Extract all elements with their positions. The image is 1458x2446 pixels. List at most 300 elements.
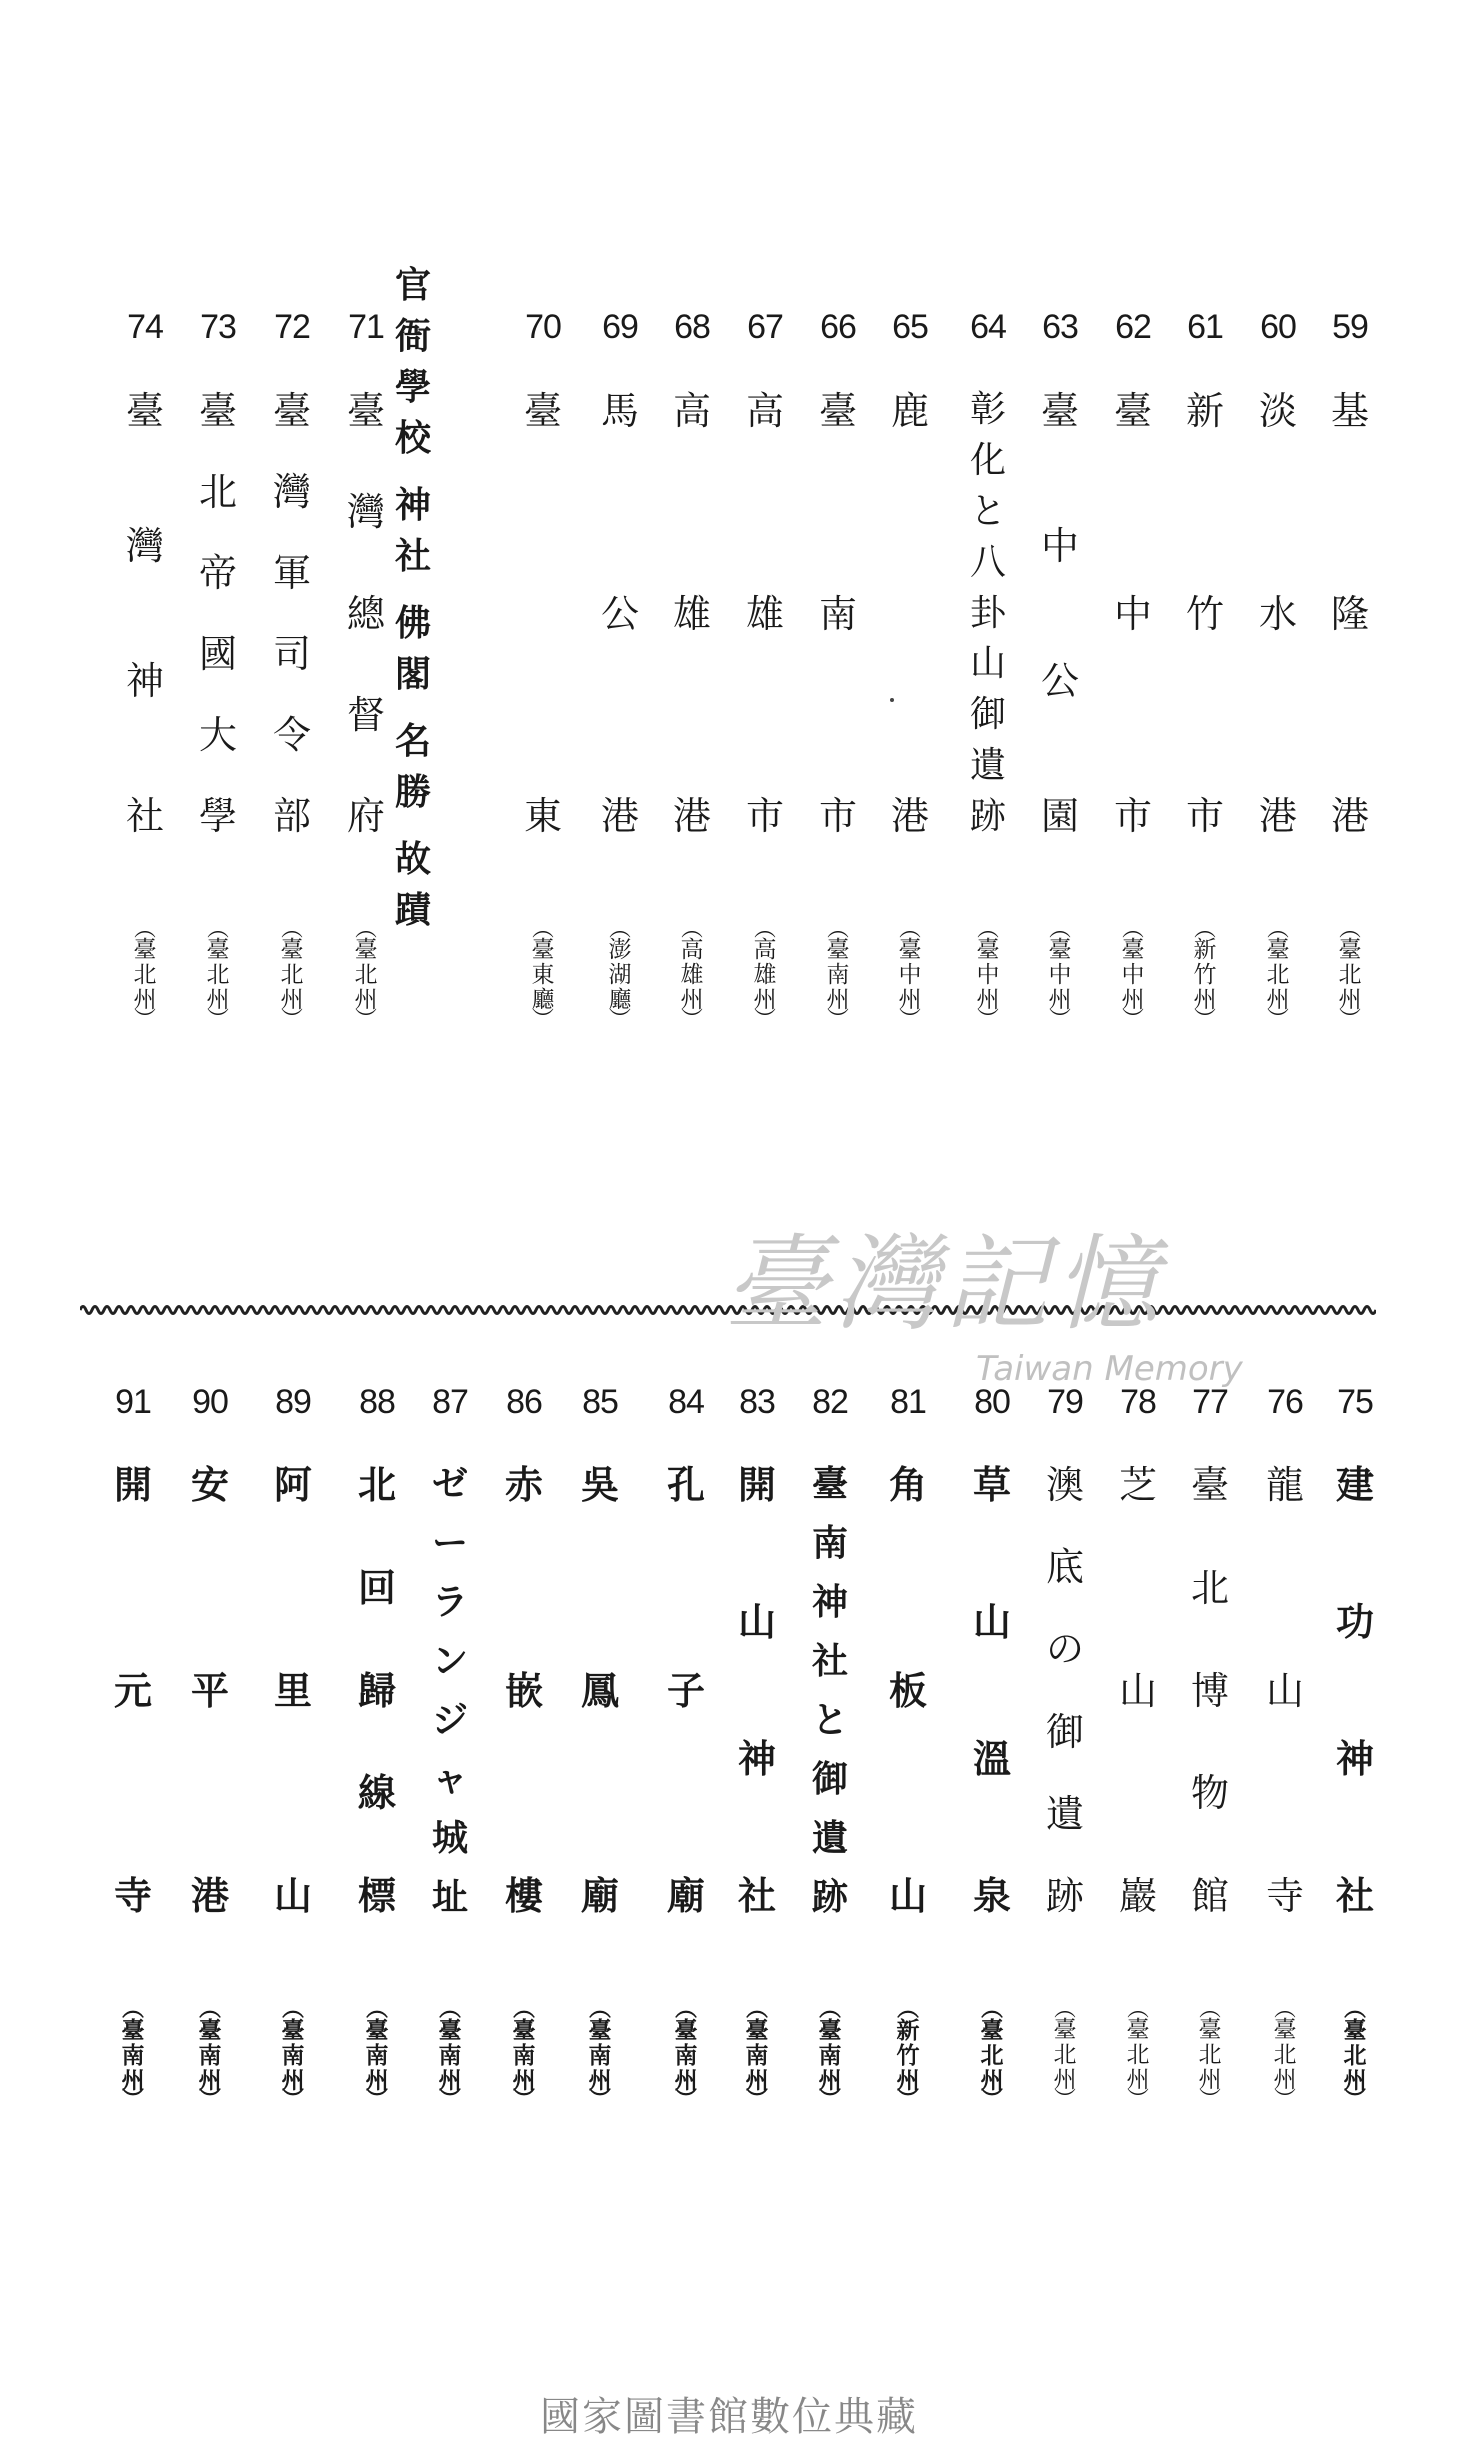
entry-name xyxy=(494,1462,554,1918)
prefecture-label xyxy=(111,1985,155,2125)
prefecture-label xyxy=(428,1985,472,2125)
entry-number: 71 xyxy=(348,308,384,346)
prefecture-label xyxy=(188,1985,232,2125)
entry-name-char: 府 xyxy=(346,794,385,838)
entry-name xyxy=(336,389,396,838)
entry-name xyxy=(1108,1463,1168,1918)
paren-open: ︵ xyxy=(512,1996,535,2023)
wavy-divider xyxy=(80,1298,1376,1322)
prefecture-char: 臺 xyxy=(745,2016,769,2044)
paren-open: ︵ xyxy=(1338,917,1361,943)
prefecture-char: 臺 xyxy=(1121,936,1145,963)
prefecture-char: 南 xyxy=(588,2041,612,2069)
prefecture-char: 州 xyxy=(1053,2066,1077,2093)
entry-name-char: 臺 xyxy=(1113,389,1152,433)
entry-number: 84 xyxy=(668,1383,704,1421)
entry-name-char: 御 xyxy=(1045,1709,1084,1754)
prefecture-char: 南 xyxy=(512,2041,536,2069)
prefecture-char: 臺 xyxy=(198,2016,222,2044)
heading-char: 校 xyxy=(394,418,431,459)
paren-open: ︵ xyxy=(198,1996,221,2023)
prefecture-char: 中 xyxy=(898,961,922,988)
prefecture-char: 南 xyxy=(438,2041,462,2069)
entry-name-char: 線 xyxy=(357,1770,396,1816)
prefecture-char: 臺 xyxy=(588,2016,612,2044)
entry-name-char: 寺 xyxy=(113,1873,152,1918)
paren-close: ︶ xyxy=(1053,2087,1076,2113)
paren-open: ︵ xyxy=(753,917,776,943)
paren-open: ︵ xyxy=(818,1996,841,2023)
entry-name-char: 令 xyxy=(272,713,311,757)
prefecture-char: 州 xyxy=(976,986,1000,1013)
entry-name-char: 巖 xyxy=(1118,1874,1157,1918)
entry-name-char: ジ xyxy=(431,1699,468,1741)
paren-open: ︵ xyxy=(588,1996,611,2023)
prefecture-char: 雄 xyxy=(753,961,777,988)
prefecture-char: 北 xyxy=(133,961,157,988)
entry-name xyxy=(662,389,722,838)
prefecture-char: 州 xyxy=(206,986,230,1013)
entry-name-char: 山 xyxy=(969,643,1006,685)
prefecture-char: 澎 xyxy=(608,936,632,963)
prefecture-label xyxy=(1183,905,1227,1045)
prefecture-char: 臺 xyxy=(280,936,304,963)
entry-name xyxy=(570,1462,630,1918)
paren-close: ︶ xyxy=(512,2086,535,2113)
entry-number: 79 xyxy=(1047,1383,1083,1421)
entry-name-char: 里 xyxy=(273,1667,312,1713)
prefecture-label xyxy=(1328,905,1372,1045)
entry-name-char: 臺 xyxy=(125,389,164,433)
heading-char: 蹟 xyxy=(394,890,431,931)
prefecture-char: 北 xyxy=(280,961,304,988)
prefecture-label xyxy=(1043,1985,1087,2125)
entry-name-char: 物 xyxy=(1190,1771,1229,1816)
prefecture-char: 南 xyxy=(281,2041,305,2069)
entry-name-char: 基 xyxy=(1330,389,1369,433)
entry-name-char: 回 xyxy=(357,1564,396,1610)
paren-open: ︵ xyxy=(1266,917,1289,943)
entry-name-char: 北 xyxy=(198,470,237,514)
entry-number: 72 xyxy=(274,308,310,346)
paren-close: ︶ xyxy=(898,1007,921,1033)
paren-close: ︶ xyxy=(1198,2087,1221,2113)
entry-name-char: 馬 xyxy=(600,389,639,433)
paren-close: ︶ xyxy=(121,2086,144,2113)
prefecture-label xyxy=(123,905,167,1045)
prefecture-char: 北 xyxy=(980,2041,1004,2069)
entry-name xyxy=(800,1463,860,1918)
prefecture-label xyxy=(1188,1985,1232,2125)
prefecture-char: 新 xyxy=(1193,936,1217,963)
prefecture-char: 臺 xyxy=(1048,936,1072,963)
paren-close: ︶ xyxy=(1048,1007,1071,1033)
entry-number: 69 xyxy=(602,308,638,346)
paren-close: ︶ xyxy=(354,1007,377,1033)
prefecture-char: 臺 xyxy=(1273,2016,1297,2043)
entry-name-char: 安 xyxy=(190,1462,229,1507)
entry-name-char: 臺 xyxy=(1040,389,1079,433)
entry-name xyxy=(656,1462,716,1918)
entry-name-char: 鳳 xyxy=(580,1667,619,1713)
entry-name-char: 神 xyxy=(1335,1736,1374,1781)
entry-name-char: 社 xyxy=(1335,1873,1374,1918)
entry-name xyxy=(420,1463,480,1918)
entry-name-char: 市 xyxy=(818,794,857,838)
paren-open: ︵ xyxy=(121,1996,144,2023)
paren-open: ︵ xyxy=(680,917,703,943)
paren-close: ︶ xyxy=(674,2086,697,2113)
entry-name-char: 市 xyxy=(745,794,784,838)
entry-name-char: 臺 xyxy=(272,389,311,433)
prefecture-char: 北 xyxy=(1273,2041,1297,2068)
entry-name-char: 中 xyxy=(1040,524,1079,568)
entry-number: 81 xyxy=(890,1383,926,1421)
entry-name-char: 市 xyxy=(1185,794,1224,838)
prefecture-label xyxy=(888,905,932,1045)
entry-name-char: 臺 xyxy=(523,389,562,433)
prefecture-char: 州 xyxy=(365,2066,389,2094)
entry-name-char: 澳 xyxy=(1045,1463,1084,1507)
entry-name-char: 督 xyxy=(346,692,385,737)
entry-name-char: 港 xyxy=(672,794,711,838)
entry-name xyxy=(958,389,1018,837)
prefecture-char: 南 xyxy=(198,2041,222,2069)
entry-number: 74 xyxy=(127,308,163,346)
entry-name-char: 博 xyxy=(1190,1668,1229,1713)
prefecture-char: 北 xyxy=(1198,2041,1222,2068)
entry-name-char: 城 xyxy=(431,1817,468,1859)
entry-number: 76 xyxy=(1267,1383,1303,1421)
entry-name-char: 臺 xyxy=(818,389,857,433)
paren-close: ︶ xyxy=(1126,2087,1149,2113)
entry-name-char: 山 xyxy=(888,1873,927,1918)
paren-open: ︵ xyxy=(1343,1996,1366,2023)
entry-name-char: 社 xyxy=(737,1873,776,1918)
prefecture-char: 臺 xyxy=(206,936,230,963)
prefecture-char: 東 xyxy=(531,961,555,988)
entry-name-char: 卦 xyxy=(969,592,1006,634)
entry-name-char: 山 xyxy=(972,1599,1011,1644)
paren-close: ︶ xyxy=(826,1007,849,1033)
entry-name-char: 中 xyxy=(1113,591,1152,636)
paren-open: ︵ xyxy=(745,1996,768,2023)
prefecture-char: 州 xyxy=(280,986,304,1013)
entry-number: 68 xyxy=(674,308,710,346)
entry-name xyxy=(513,389,573,838)
prefecture-label xyxy=(1116,1985,1160,2125)
prefecture-char: 廳 xyxy=(608,986,632,1013)
entry-name-char: 臺 xyxy=(198,389,237,433)
entry-number: 86 xyxy=(506,1383,542,1421)
entry-name-char: 鹿 xyxy=(890,389,929,433)
paren-close: ︶ xyxy=(588,2086,611,2113)
entry-number: 91 xyxy=(115,1383,151,1421)
prefecture-char: 南 xyxy=(745,2041,769,2069)
paren-open: ︵ xyxy=(438,1996,461,2023)
entry-name-char: 灣 xyxy=(272,470,311,514)
entry-name-char: 子 xyxy=(666,1667,705,1713)
prefecture-char: 臺 xyxy=(133,936,157,963)
entry-name-char: 高 xyxy=(745,389,784,433)
entry-name-char: 廟 xyxy=(580,1873,619,1918)
footer-collection-label: 國家圖書館數位典藏 xyxy=(540,2394,918,2440)
prefecture-char: 州 xyxy=(753,986,777,1013)
entry-number: 75 xyxy=(1337,1383,1373,1421)
entry-name-char: 八 xyxy=(969,541,1006,583)
entry-number: 89 xyxy=(275,1383,311,1421)
prefecture-char: 北 xyxy=(354,961,378,988)
entry-name-char: 跡 xyxy=(811,1876,848,1918)
prefecture-label xyxy=(966,905,1010,1045)
entry-name-char: 泉 xyxy=(972,1873,1011,1918)
prefecture-label xyxy=(886,1985,930,2125)
paren-open: ︵ xyxy=(531,917,554,943)
entry-number: 78 xyxy=(1120,1383,1156,1421)
prefecture-char: 臺 xyxy=(1338,936,1362,963)
prefecture-label xyxy=(1111,905,1155,1045)
entry-name-char: 東 xyxy=(523,794,562,838)
paren-close: ︶ xyxy=(1121,1007,1144,1033)
paren-close: ︶ xyxy=(608,1007,631,1033)
entry-name-char: 部 xyxy=(272,794,311,838)
prefecture-char: 南 xyxy=(365,2041,389,2069)
prefecture-label xyxy=(743,905,787,1045)
entry-name xyxy=(347,1462,407,1918)
entry-number: 64 xyxy=(970,308,1006,346)
heading-char: 神 xyxy=(394,485,431,526)
entry-name xyxy=(962,1462,1022,1918)
prefecture-char: 臺 xyxy=(818,2016,842,2044)
paren-close: ︶ xyxy=(281,2086,304,2113)
prefecture-char: 臺 xyxy=(121,2016,145,2044)
entry-name-char: 南 xyxy=(811,1522,848,1564)
entry-name-char: 雄 xyxy=(745,591,784,636)
entry-name-char: 學 xyxy=(198,794,237,838)
prefecture-label xyxy=(1256,905,1300,1045)
prefecture-char: 北 xyxy=(206,961,230,988)
entry-name-char: 廟 xyxy=(666,1873,705,1918)
entry-name-char: 國 xyxy=(198,632,237,676)
entry-name xyxy=(727,1462,787,1918)
entry-name-char: 雄 xyxy=(672,591,711,636)
paren-close: ︶ xyxy=(896,2086,919,2113)
entry-name-char: 角 xyxy=(888,1462,927,1507)
prefecture-char: 州 xyxy=(674,2066,698,2094)
prefecture-label xyxy=(808,1985,852,2125)
paren-open: ︵ xyxy=(826,917,849,943)
prefecture-char: 州 xyxy=(1193,986,1217,1013)
paren-close: ︶ xyxy=(365,2086,388,2113)
prefecture-char: 州 xyxy=(121,2066,145,2094)
entry-name-char: 高 xyxy=(672,389,711,433)
entry-name-char: と xyxy=(969,490,1006,532)
prefecture-char: 州 xyxy=(898,986,922,1013)
paren-open: ︵ xyxy=(1053,1997,1076,2023)
print-speck xyxy=(890,698,894,702)
entry-number: 65 xyxy=(892,308,928,346)
entry-name xyxy=(735,389,795,838)
entry-name-char: 市 xyxy=(1113,794,1152,838)
prefecture-char: 州 xyxy=(1343,2066,1367,2094)
entry-name-char: 神 xyxy=(125,659,164,703)
prefecture-label xyxy=(196,905,240,1045)
entry-name-char: 開 xyxy=(113,1462,152,1507)
prefecture-char: 州 xyxy=(1048,986,1072,1013)
entry-name-char: 神 xyxy=(737,1736,776,1781)
entry-name-char: 山 xyxy=(1265,1668,1304,1713)
entry-name-char: 北 xyxy=(357,1462,396,1507)
prefecture-label xyxy=(502,1985,546,2125)
paren-close: ︶ xyxy=(531,1007,554,1033)
entry-number: 70 xyxy=(525,308,561,346)
entry-number: 61 xyxy=(1187,308,1223,346)
entry-name-char: 南 xyxy=(818,591,857,636)
entry-name-char: 開 xyxy=(737,1462,776,1507)
watermark-title: 臺灣記憶 xyxy=(724,1223,1165,1345)
prefecture-label xyxy=(816,905,860,1045)
entry-name-char: 寺 xyxy=(1265,1874,1304,1918)
entry-name xyxy=(1175,389,1235,838)
entry-name-char: 北 xyxy=(1190,1565,1229,1610)
entry-name-char: 標 xyxy=(357,1873,396,1918)
entry-name-char: 帝 xyxy=(198,551,237,595)
entry-number: 82 xyxy=(812,1383,848,1421)
prefecture-char: 州 xyxy=(1126,2066,1150,2093)
entry-number: 88 xyxy=(359,1383,395,1421)
prefecture-char: 北 xyxy=(1053,2041,1077,2068)
entry-name-char: 彰 xyxy=(969,389,1006,430)
entry-name-char: 隆 xyxy=(1330,591,1369,636)
prefecture-char: 州 xyxy=(1273,2066,1297,2093)
paren-open: ︵ xyxy=(365,1996,388,2023)
entry-name xyxy=(878,1462,938,1918)
prefecture-char: 臺 xyxy=(674,2016,698,2044)
prefecture-char: 高 xyxy=(753,936,777,963)
entry-name-char: 山 xyxy=(1118,1668,1157,1713)
entry-number: 66 xyxy=(820,308,856,346)
prefecture-label xyxy=(735,1985,779,2125)
entry-name-char: 新 xyxy=(1185,389,1224,433)
paren-open: ︵ xyxy=(1273,1997,1296,2023)
entry-name-char: 址 xyxy=(431,1876,468,1918)
prefecture-char: 臺 xyxy=(1126,2016,1150,2043)
entry-name-char: 大 xyxy=(198,713,237,757)
prefecture-char: 北 xyxy=(1343,2041,1367,2069)
entry-name-char: ラ xyxy=(431,1581,468,1623)
prefecture-char: 州 xyxy=(1198,2066,1222,2093)
prefecture-char: 竹 xyxy=(896,2041,920,2069)
heading-char: 閣 xyxy=(394,654,431,695)
paren-close: ︶ xyxy=(1266,1007,1289,1033)
prefecture-char: 臺 xyxy=(826,936,850,963)
paren-open: ︵ xyxy=(206,917,229,943)
paren-open: ︵ xyxy=(896,1996,919,2023)
prefecture-char: 新 xyxy=(896,2016,920,2044)
entry-name-char: 御 xyxy=(969,694,1006,736)
paren-open: ︵ xyxy=(1193,917,1216,943)
prefecture-char: 州 xyxy=(826,986,850,1013)
entry-name-char: と xyxy=(811,1699,848,1741)
prefecture-char: 州 xyxy=(588,2066,612,2094)
entry-name-char: 司 xyxy=(272,632,311,676)
paren-open: ︵ xyxy=(1048,917,1071,943)
heading-char: 故 xyxy=(394,839,431,880)
prefecture-label xyxy=(271,1985,315,2125)
entry-name xyxy=(263,1462,323,1918)
prefecture-label xyxy=(598,905,642,1045)
prefecture-char: 州 xyxy=(133,986,157,1013)
prefecture-char: 南 xyxy=(818,2041,842,2069)
entry-name-char: 總 xyxy=(346,591,385,636)
prefecture-char: 州 xyxy=(1338,986,1362,1013)
heading-char: 勝 xyxy=(394,772,431,813)
entry-number: 73 xyxy=(200,308,236,346)
entry-name-char: 吳 xyxy=(580,1462,619,1507)
prefecture-char: 州 xyxy=(354,986,378,1013)
paren-open: ︵ xyxy=(980,1996,1003,2023)
prefecture-char: 臺 xyxy=(898,936,922,963)
entry-number: 63 xyxy=(1042,308,1078,346)
entry-name-char: 龍 xyxy=(1265,1463,1304,1507)
prefecture-label xyxy=(344,905,388,1045)
prefecture-char: 高 xyxy=(680,936,704,963)
entry-number: 87 xyxy=(432,1383,468,1421)
entry-name-char: 園 xyxy=(1040,794,1079,838)
entry-name-char: 跡 xyxy=(1045,1873,1084,1918)
prefecture-char: 北 xyxy=(1266,961,1290,988)
paren-open: ︵ xyxy=(354,917,377,943)
entry-name-char: 遺 xyxy=(1045,1791,1084,1836)
prefecture-char: 臺 xyxy=(980,2016,1004,2044)
entry-name xyxy=(808,389,868,838)
prefecture-char: 臺 xyxy=(512,2016,536,2044)
entry-name-char: 底 xyxy=(1045,1545,1084,1590)
entry-name xyxy=(262,389,322,838)
entry-name-char: 御 xyxy=(811,1758,848,1800)
prefecture-char: 臺 xyxy=(531,936,555,963)
entry-number: 62 xyxy=(1115,308,1151,346)
entry-number: 90 xyxy=(192,1383,228,1421)
prefecture-char: 州 xyxy=(1266,986,1290,1013)
paren-close: ︶ xyxy=(753,1007,776,1033)
paren-close: ︶ xyxy=(745,2086,768,2113)
entry-name xyxy=(1325,1462,1385,1918)
entry-name-char: 遺 xyxy=(969,745,1006,787)
entry-name xyxy=(188,389,248,838)
prefecture-label xyxy=(1333,1985,1377,2125)
prefecture-char: 中 xyxy=(976,961,1000,988)
prefecture-char: 臺 xyxy=(1198,2016,1222,2043)
entry-name-char: 館 xyxy=(1190,1874,1229,1918)
entry-name xyxy=(180,1462,240,1918)
entry-name xyxy=(1320,389,1380,838)
entry-name xyxy=(880,389,940,838)
entry-name-char: ゼ xyxy=(431,1463,468,1505)
prefecture-label xyxy=(578,1985,622,2125)
heading-char: 學 xyxy=(394,367,431,408)
paren-close: ︶ xyxy=(133,1007,156,1033)
entry-name-char: 港 xyxy=(1258,794,1297,838)
entry-name-char: 社 xyxy=(811,1640,848,1682)
prefecture-char: 臺 xyxy=(976,936,1000,963)
prefecture-char: 州 xyxy=(680,986,704,1013)
prefecture-char: 州 xyxy=(818,2066,842,2094)
entry-name xyxy=(103,1462,163,1918)
paren-close: ︶ xyxy=(1273,2087,1296,2113)
entry-name-char: 神 xyxy=(811,1581,848,1623)
entry-name-char: 元 xyxy=(113,1667,152,1713)
